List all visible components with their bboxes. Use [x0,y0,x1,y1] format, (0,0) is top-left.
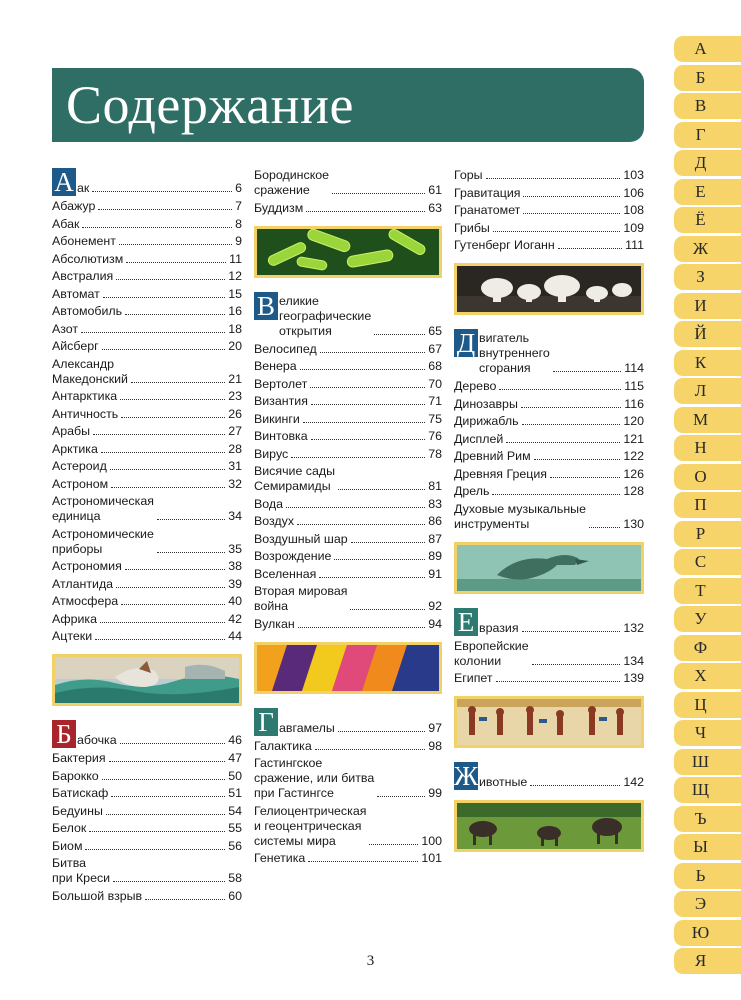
toc-entry[interactable]: Автомат 15 [52,286,242,301]
alphabet-tab[interactable]: Л [674,378,741,404]
toc-entry[interactable]: вразия 132 [479,620,644,635]
section-zh [454,762,644,790]
toc-entry[interactable]: Возрождение 89 [254,549,442,563]
alphabet-tab[interactable]: С [674,549,741,575]
section-b-continued [254,168,442,216]
toc-entry[interactable]: Абажур 7 [52,199,242,213]
section-a [52,168,242,644]
toc-entry[interactable]: Горы 103 [454,168,644,182]
toc-column-3 [454,168,644,866]
alphabet-tab[interactable]: М [674,407,741,433]
toc-entry[interactable]: Бородинское сражение 61 [254,168,442,197]
toc-entry[interactable]: Вертолет 70 [254,376,442,391]
toc-entry[interactable]: Абонемент 9 [52,234,242,248]
bacteria-image [254,226,442,278]
toc-entry[interactable]: Белок 55 [52,821,242,835]
drop-cap: А [52,168,76,196]
alphabet-tab[interactable]: Х [674,663,741,689]
toc-entry[interactable]: Астероид 31 [52,459,242,473]
toc-entry[interactable]: Византия 71 [254,394,442,408]
toc-entry[interactable]: Битва при Креси 58 [52,856,242,885]
alphabet-tab[interactable]: К [674,350,741,376]
drop-cap: Е [454,608,478,636]
toc-entry[interactable]: авгамелы 97 [279,720,442,735]
toc-entry[interactable]: ак 6 [77,181,242,195]
toc-entry[interactable]: Дисплей 121 [454,431,644,446]
toc-column-1 [52,168,242,914]
toc-entry[interactable]: Вулкан 94 [254,616,442,631]
section-header [254,292,442,339]
dinosaur-image [454,542,644,594]
toc-entry[interactable]: Античность 26 [52,406,242,421]
section-header [52,168,242,196]
section-d [454,329,644,532]
alphabet-tab[interactable]: З [674,264,741,290]
toc-entry[interactable]: Викинги 75 [254,411,442,426]
toc-entry[interactable]: Грибы 109 [454,220,644,235]
toc-entry[interactable]: Венера 68 [254,359,442,373]
toc-entry[interactable]: Автомобиль 16 [52,304,242,318]
toc-entry[interactable]: Австралия 12 [52,269,242,283]
toc-entry[interactable]: Вирус 78 [254,446,442,461]
toc-entry[interactable]: Древний Рим 122 [454,449,644,463]
toc-entry[interactable]: Гелиоцентрическая и геоцентрическая системы мира 100 [254,803,442,848]
alphabet-tab[interactable]: А [674,36,741,62]
toc-entry[interactable]: Дерево 115 [454,379,644,393]
alphabet-index [674,36,741,977]
toc-entry[interactable]: Духовые музыкальные инструменты 130 [454,501,644,531]
page-number: 3 [366,953,375,969]
toc-entry[interactable]: Галактика 98 [254,738,442,753]
alphabet-tab[interactable]: Й [674,321,741,347]
alphabet-tab[interactable]: В [674,93,741,119]
egyptian-fresco-image [454,696,644,748]
alphabet-tab[interactable]: Г [674,122,741,148]
toc-entry[interactable]: Биом 56 [52,838,242,853]
toc-entry[interactable]: Висячие сады Семирамиды 81 [254,464,442,493]
alphabet-tab[interactable]: Ж [674,236,741,262]
toc-entry[interactable]: ивотные 142 [479,775,644,789]
alphabet-tab[interactable]: Н [674,435,741,461]
toc-entry[interactable]: Вода 83 [254,496,442,511]
mushrooms-image [454,263,644,315]
toc-entry[interactable]: Айсберг 20 [52,339,242,353]
toc-entry[interactable]: еликие географические открытия 65 [279,293,442,338]
alphabet-tab[interactable]: Р [674,521,741,547]
page-title: Содержание [52,68,644,142]
alphabet-tab[interactable]: Ъ [674,806,741,832]
section-header [52,720,242,748]
toc-entry[interactable]: Воздух 86 [254,514,442,528]
toc-entry[interactable]: Астрономические приборы 35 [52,526,242,556]
toc-entry[interactable]: Гутенберг Иоганн 111 [454,238,644,252]
alphabet-tab[interactable]: П [674,492,741,518]
alphabet-tab[interactable]: И [674,293,741,319]
toc-entry[interactable]: Гравитация 106 [454,185,644,200]
toc-entry[interactable]: Антарктика 23 [52,389,242,403]
toc-entry[interactable]: Астрономия 38 [52,559,242,573]
alphabet-tab[interactable]: Ю [674,920,741,946]
drop-cap: Ж [454,761,479,791]
toc-entry[interactable]: Бактерия 47 [52,751,242,765]
alphabet-tab[interactable]: Э [674,891,741,917]
toc-entry[interactable]: Абсолютизм 11 [52,251,242,266]
toc-entry[interactable]: Египет 139 [454,671,644,685]
toc-entry[interactable]: Ацтеки 44 [52,629,242,643]
toc-entry[interactable]: Генетика 101 [254,851,442,865]
toc-entry[interactable]: Винтовка 76 [254,429,442,443]
toc-entry[interactable]: Динозавры 116 [454,396,644,411]
toc-entry[interactable]: Арктика 28 [52,441,242,456]
toc-entry[interactable]: Батискаф 51 [52,786,242,800]
alphabet-tab[interactable]: Щ [674,777,741,803]
alphabet-tab[interactable]: Ц [674,692,741,718]
alphabet-tab[interactable]: У [674,606,741,632]
toc-entry[interactable]: Атмосфера 40 [52,594,242,608]
alphabet-tab[interactable]: Е [674,179,741,205]
toc-entry[interactable]: Буддизм 63 [254,200,442,215]
toc-entry[interactable]: Гранатомет 108 [454,203,644,217]
drop-cap: Г [254,708,278,736]
section-header [454,608,644,636]
section-b [52,720,242,904]
toc-entry[interactable]: Александр Македонский 21 [52,356,242,386]
alphabet-tab[interactable]: Я [674,948,741,974]
toc-entry[interactable]: Барокко 50 [52,768,242,783]
drop-cap: Д [454,329,478,357]
toc-entry[interactable]: Дрель 128 [454,484,644,498]
alphabet-tab[interactable]: Ф [674,635,741,661]
alphabet-tab[interactable]: Ч [674,720,741,746]
toc-entry[interactable]: Вторая мировая война 92 [254,584,442,613]
alphabet-tab[interactable]: Ы [674,834,741,860]
toc-entry[interactable]: Астрономическая единица 34 [52,494,242,523]
toc-entry[interactable]: абочка 46 [77,733,242,747]
alphabet-tab[interactable]: Б [674,65,741,91]
toc-entry[interactable]: Велосипед 67 [254,341,442,356]
toc-entry[interactable]: Арабы 27 [52,424,242,438]
toc-entry[interactable]: вигатель внутреннего сгорания 114 [479,331,644,375]
section-v [254,292,442,632]
balloon-fabric-image [254,642,442,694]
toc-entry[interactable]: Абак 8 [52,216,242,231]
alphabet-tab[interactable]: Д [674,150,741,176]
alphabet-tab[interactable]: Ш [674,749,741,775]
toc-entry[interactable]: Атлантида 39 [52,576,242,591]
section-g-continued [454,168,644,253]
toc-column-2 [254,168,442,876]
ocean-painting-image [52,654,242,706]
toc-entry[interactable]: Вселенная 91 [254,566,442,581]
toc-entry[interactable]: Бедуины 54 [52,803,242,818]
section-header [254,708,442,736]
alphabet-tab[interactable]: О [674,464,741,490]
toc-entry[interactable]: Древняя Греция 126 [454,466,644,481]
toc-entry[interactable]: Воздушный шар 87 [254,531,442,546]
section-header [454,329,644,376]
alphabet-tab[interactable]: Ь [674,863,741,889]
wildebeest-image [454,800,644,852]
drop-cap: Б [52,720,76,748]
section-e [454,608,644,687]
section-g [254,708,442,867]
alphabet-tab[interactable]: Ё [674,207,741,233]
toc-entry[interactable]: Гастингское сражение, или битва при Гастингсе 99 [254,756,442,800]
toc-entry[interactable]: Дирижабль 120 [454,414,644,428]
toc-entry[interactable]: Европейские колонии 134 [454,638,644,668]
toc-entry[interactable]: Азот 18 [52,321,242,336]
alphabet-tab[interactable]: Т [674,578,741,604]
drop-cap: В [254,292,278,320]
toc-entry[interactable]: Африка 42 [52,611,242,626]
section-header [454,762,644,790]
toc-entry[interactable]: Астроном 32 [52,476,242,491]
toc-entry[interactable]: Большой взрыв 60 [52,888,242,903]
